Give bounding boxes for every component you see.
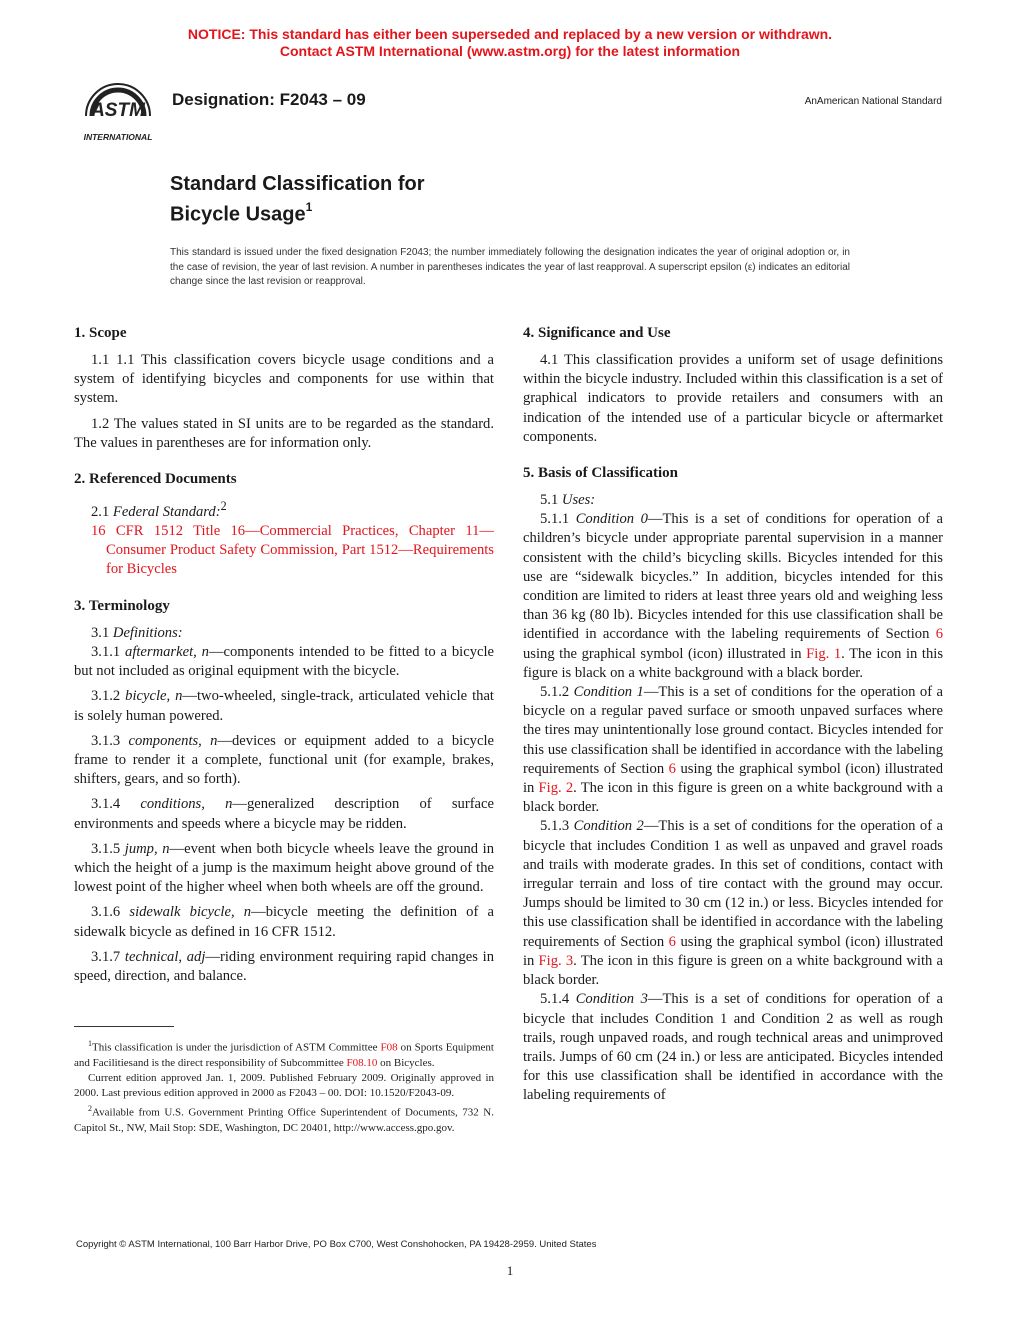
section-2-heading: 2. Referenced Documents xyxy=(74,471,237,488)
def-sidewalk-bicycle: 3.1.6 sidewalk bicycle, n—bicycle meeting the definition of a sidewalk bicycle as defined in 16 CFR 1512. xyxy=(74,904,495,940)
def-technical: 3.1.7 technical, adj—riding environment requiring rapid changes in speed, direction, and balance. xyxy=(74,948,494,984)
notice-line-1: NOTICE: This standard has either been superseded and replaced by a new version or withdrawn. xyxy=(187,26,833,42)
footnote-1: $^1$This classification is under the jurisdiction of ASTM Committee F08 on Sports Equipment and Facilitiesand is the direct responsibility of Subcommittee F08.10 on Bicycles. xyxy=(74,1039,494,1069)
para-condition-0: 5.1.1 Condition 0—This is a set of conditions for operation of a children’s bicycle under appropriate parental supervision in a manner consistent with the child’s bicycling skills. Bicycles intended for this use are “sidewalk bicycles.” In addition, bicycles intended for this condition are limited to riders at least three years old and weighing less than 36 kg (80 lb). Bicycles intended for this use classification shall be identified in accordance with the labeling requirements of Section 6 using the graphical symbol (icon) illustrated in Fig. 1. The icon in this figure is black on a white background with a black border. xyxy=(523,511,944,681)
committee-link[interactable]: F08 xyxy=(380,1041,398,1054)
svg-text:INTERNATIONAL: INTERNATIONAL xyxy=(83,132,153,142)
section-5-heading: 5. Basis of Classification xyxy=(523,465,679,482)
designation: Designation: F2043 – 09 xyxy=(172,90,366,109)
para-condition-1: 5.1.2 Condition 1—This is a set of conditions for the operation of a bicycle on a regular paved surface or smooth unpaved surfaces where the tires may unintentionally lose ground contact. Bicycles intended for this use classification shall be identified in accordance with the labeling requirements of Section 6 using the graphical symbol (icon) illustrated in Fig. 2. The icon in this figure is green on a white background with a black border. xyxy=(523,684,944,816)
fig-3-link[interactable]: Fig. 3 xyxy=(538,952,574,969)
title-line-1: Standard Classification for xyxy=(170,173,425,195)
american-national-standard: AnAmerican National Standard xyxy=(804,96,942,107)
para-4-1: 4.1 This classification provides a uniform set of usage definitions within the bicycle industry. Included within this classification is a set of graphical indicators to provide retailers and consumers with an indication of the intended use of a particular bicycle or aftermarket components. xyxy=(523,352,943,445)
left-column xyxy=(74,323,494,992)
section-6-link[interactable]: 6 xyxy=(668,933,676,950)
footnote-divider xyxy=(74,1026,174,1027)
title-line-2: Bicycle Usage$^1$ xyxy=(170,200,313,226)
para-1-1: 1.1 1.1 This classification covers bicycle usage conditions and a system of identifying bicycles and components for use within that system. xyxy=(74,352,494,407)
section-4-heading: 4. Significance and Use xyxy=(523,325,671,341)
page-number: 1 xyxy=(506,1263,514,1278)
def-bicycle: 3.1.2 bicycle, n—two-wheeled, single-track, articulated vehicle that is solely human powered. xyxy=(74,688,494,724)
right-column xyxy=(523,323,943,1106)
fig-1-link[interactable]: Fig. 1 xyxy=(806,645,842,662)
astm-logo-icon xyxy=(72,76,160,144)
astm-logo xyxy=(72,76,160,144)
def-components: 3.1.3 components, n—devices or equipment added to a bicycle frame to render it a complete, functional unit (for example, brakes, shifters, gears, and so forth). xyxy=(74,732,494,788)
para-3-1: 3.1 Definitions: xyxy=(91,624,183,641)
para-condition-3: 5.1.4 Condition 3—This is a set of conditions for operation of a bicycle that includes Condition 1 and Condition 2 as well as rough trails, rough unpaved roads, and rough technical areas and unimproved trails. Jumps of 60 cm (24 in.) or less are anticipated. Bicycles intended for this use classification shall be identified in accordance with the labeling requirements of xyxy=(523,991,944,1104)
subcommittee-link[interactable]: F08.10 xyxy=(346,1056,378,1069)
cfr-link[interactable]: 16 CFR 1512 xyxy=(91,523,184,540)
para-5-1: 5.1 Uses: xyxy=(540,492,596,509)
para-2-1: 2.1 Federal Standard:$^2$ xyxy=(91,499,227,520)
footnote-ref-2[interactable]: 2 xyxy=(220,499,227,514)
section-3-heading: 3. Terminology xyxy=(74,597,170,614)
cfr-title[interactable]: Title 16—Commercial Practices, Chapter 11—Consumer Product Safety Commission, Part 1512—Requirements for Bicycles xyxy=(106,523,494,578)
copyright: Copyright © ASTM International, 100 Barr Harbor Drive, PO Box C700, West Conshohocken, PA 19428-2959. United States xyxy=(76,1239,597,1250)
footnotes xyxy=(74,1036,494,1137)
fig-2-link[interactable]: Fig. 2 xyxy=(538,780,574,797)
document-title xyxy=(170,172,425,228)
def-jump: 3.1.5 jump, n—event when both bicycle wheels leave the ground in which the height of a jump is the maximum height above ground of the lowest point of the higher wheel when both wheels are off the ground. xyxy=(74,840,494,896)
para-condition-2: 5.1.3 Condition 2—This is a set of conditions for the operation of a bicycle that includes Condition 1 as well as unpaved and gravel roads and trails with moderate grades. In this set of conditions, contact with irregular terrain and loss of tire contact with the ground may occur. Jumps should be limited to 30 cm (12 in.) or less. Bicycles intended for this use classification shall be identified in accordance with the labeling requirements of Section 6 using the graphical symbol (icon) illustrated in Fig. 3. The icon in this figure is green on a white background with a black border. xyxy=(523,818,944,989)
notice-banner xyxy=(0,26,1020,60)
svg-text:ASTM: ASTM xyxy=(91,100,145,121)
footnote-1-edition: Current edition approved Jan. 1, 2009. Published February 2009. Originally approved in 2000. Last previous edition approved in 2000 as F2043 – 00. DOI: 10.1520/F2043-09. xyxy=(74,1072,494,1100)
para-1-2: 1.2 The values stated in SI units are to be regarded as the standard. The values in parentheses are for information only. xyxy=(74,415,494,451)
notice-line-2: Contact ASTM International (www.astm.org) for the latest information xyxy=(279,43,741,59)
footnote-2: $^2$Available from U.S. Government Printing Office Superintendent of Documents, 732 N. Capitol St., NW, Mail Stop: SDE, Washington, DC 20401, http://www.access.gpo.gov. xyxy=(74,1104,494,1135)
def-aftermarket: 3.1.1 aftermarket, n—components intended to be fitted to a bicycle but not included as original equipment with the bicycle. xyxy=(74,643,495,680)
section-6-link[interactable]: 6 xyxy=(668,760,676,777)
cfr-reference xyxy=(74,522,494,580)
section-1-heading: 1. Scope xyxy=(74,325,127,341)
section-6-link[interactable]: 6 xyxy=(935,626,943,643)
def-conditions: 3.1.4 conditions, n—generalized description of surface environments and speeds where a bicycle may be ridden. xyxy=(74,796,494,832)
title-footnote-ref[interactable]: 1 xyxy=(305,200,313,214)
issued-note: This standard is issued under the fixed designation F2043; the number immediately following the designation indicates the year of original adoption or, in the case of revision, the year of last revision. A number in parentheses indicates the year of last reapproval. A superscript epsilon (ε) indicates an editorial change since the last revision or reapproval. xyxy=(170,247,850,287)
